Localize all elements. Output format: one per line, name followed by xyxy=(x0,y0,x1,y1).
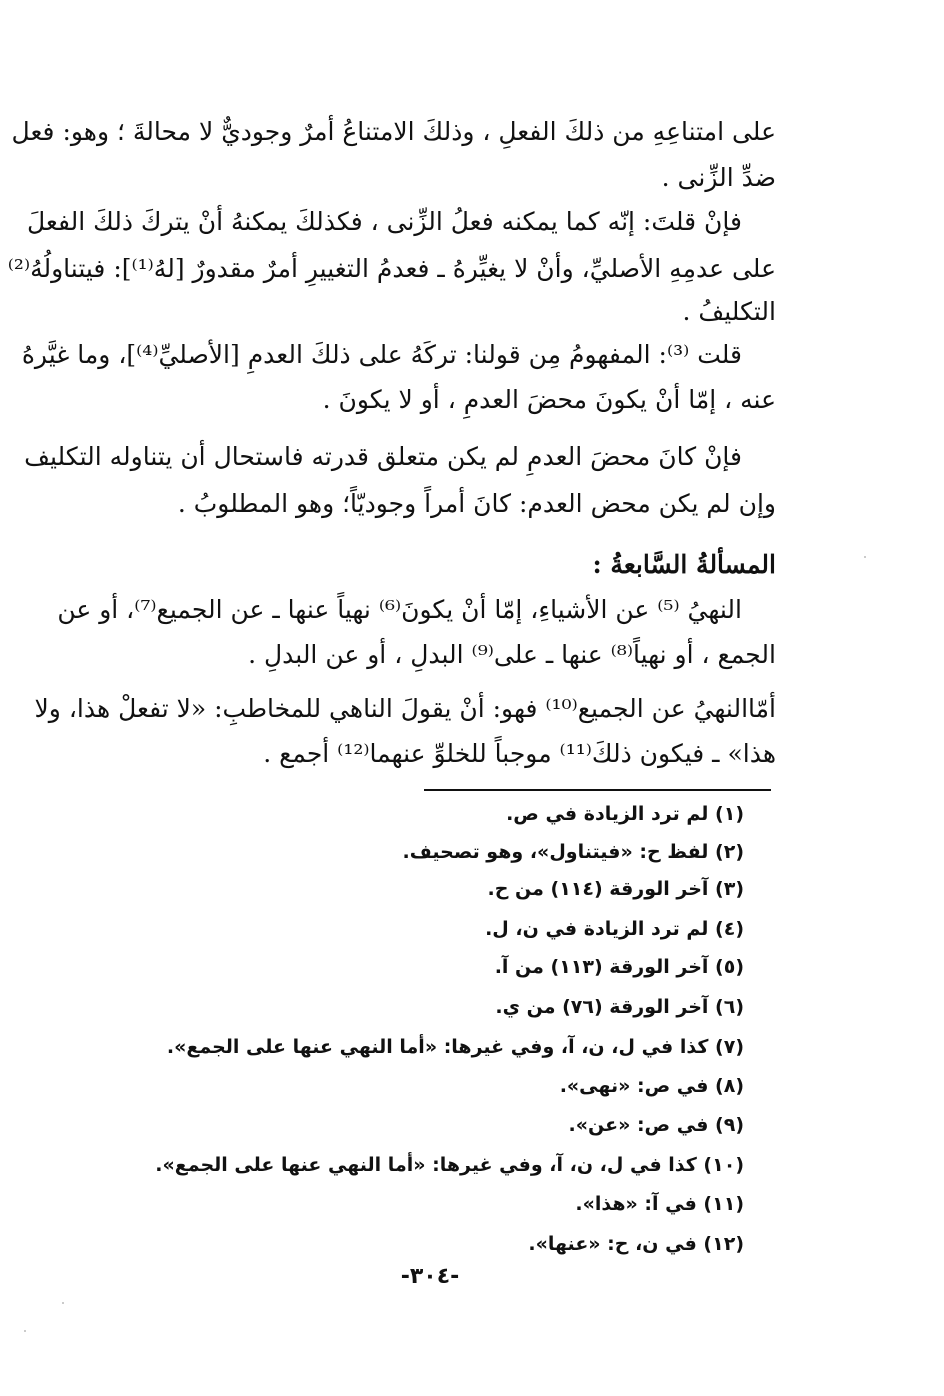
scan-speck xyxy=(24,1330,26,1332)
scan-speck xyxy=(62,1302,64,1304)
text-line: فإنْ كانَ محضَ العدمِ لم يكن متعلق قدرته فاستحال أن يتناوله التكليف xyxy=(24,442,742,471)
footnote: (٢) لفظ ح: «فيتناول»، وهو تصحيف. xyxy=(402,841,744,863)
text-line: النهيُ ⁽⁵⁾ عن الأشياءِ، إمّا أنْ يكونَ⁽⁶⁾ نهياً عنها ـ عن الجميع⁽⁷⁾، أو عن xyxy=(57,595,742,624)
text-line: الجمع ، أو نهياً⁽⁸⁾ عنها ـ على⁽⁹⁾ البدلِ ، أو عن البدلِ . xyxy=(248,640,776,669)
footnote-separator xyxy=(424,789,771,791)
section-heading: المسألةُ السَّابعةُ : xyxy=(592,550,776,579)
text-line: فإنْ قلتَ: إنّه كما يمكنه فعلُ الزِّنى ، فكذلكَ يمكنهُ أنْ يتركَ ذلكَ الفعلَ xyxy=(26,207,742,236)
text-line: التكليفُ . xyxy=(682,297,776,326)
footnote: (١١) في آ: «هذا». xyxy=(575,1193,744,1215)
text-line: على عدمِهِ الأصليِّ، وأنْ لا يغيِّرهُ ـ فعدمُ التغييرِ أمرٌ مقدورٌ [لهُ⁽¹⁾]: فيتناولُهُ⁽²⁾ xyxy=(7,254,776,283)
scan-speck xyxy=(864,556,866,558)
footnote: (١) لم ترد الزيادة في ص. xyxy=(506,803,744,825)
text-line: ضدِّ الزِّنى . xyxy=(661,163,776,192)
footnote: (٥) آخر الورقة (١١٣) من آ. xyxy=(494,956,744,978)
footnote: (٧) كذا في ل، ن، آ، وفي غيرها: «أما النهي عنها على الجمع». xyxy=(166,1036,744,1058)
text-line: أمّاالنهيُ عن الجميع⁽¹⁰⁾ فهو: أنْ يقولَ الناهي للمخاطبِ: «لا تفعلْ هذا، ولا xyxy=(34,694,776,723)
text-line: هذا» ـ فيكون ذلكَ⁽¹¹⁾ موجباً للخلوِّ عنهما⁽¹²⁾ أجمع . xyxy=(263,739,776,768)
footnote: (٤) لم ترد الزيادة في ن، ل. xyxy=(485,918,744,940)
footnote: (١٠) كذا في ل، ن، آ، وفي غيرها: «أما النهي عنها على الجمع». xyxy=(155,1154,744,1176)
page-number: -٣٠٤- xyxy=(400,1264,460,1289)
footnote: (٣) آخر الورقة (١١٤) من ح. xyxy=(487,878,744,900)
footnote: (١٢) في ن، ح: «عنها». xyxy=(528,1233,744,1255)
text-line: قلت ⁽³⁾: المفهومُ مِن قولنا: تركَهُ على ذلكَ العدمِ [الأصليِّ⁽⁴⁾]، وما غيَّرهُ xyxy=(21,340,742,369)
text-line: وإن لم يكن محض العدم: كانَ أمراً وجوديّاً؛ وهو المطلوبُ . xyxy=(177,489,776,518)
footnote: (٦) آخر الورقة (٧٦) من ي. xyxy=(495,996,744,1018)
footnote: (٩) في ص: «عن». xyxy=(568,1114,744,1136)
text-line: على امتناعِهِ من ذلكَ الفعلِ ، وذلكَ الامتناعُ أمرٌ وجوديٌّ لا محالةَ ؛ وهو: فعل xyxy=(11,117,776,146)
text-line: عنه ، إمّا أنْ يكونَ محضَ العدمِ ، أو لا يكونَ . xyxy=(322,385,776,414)
footnote: (٨) في ص: «نهى». xyxy=(559,1075,744,1097)
